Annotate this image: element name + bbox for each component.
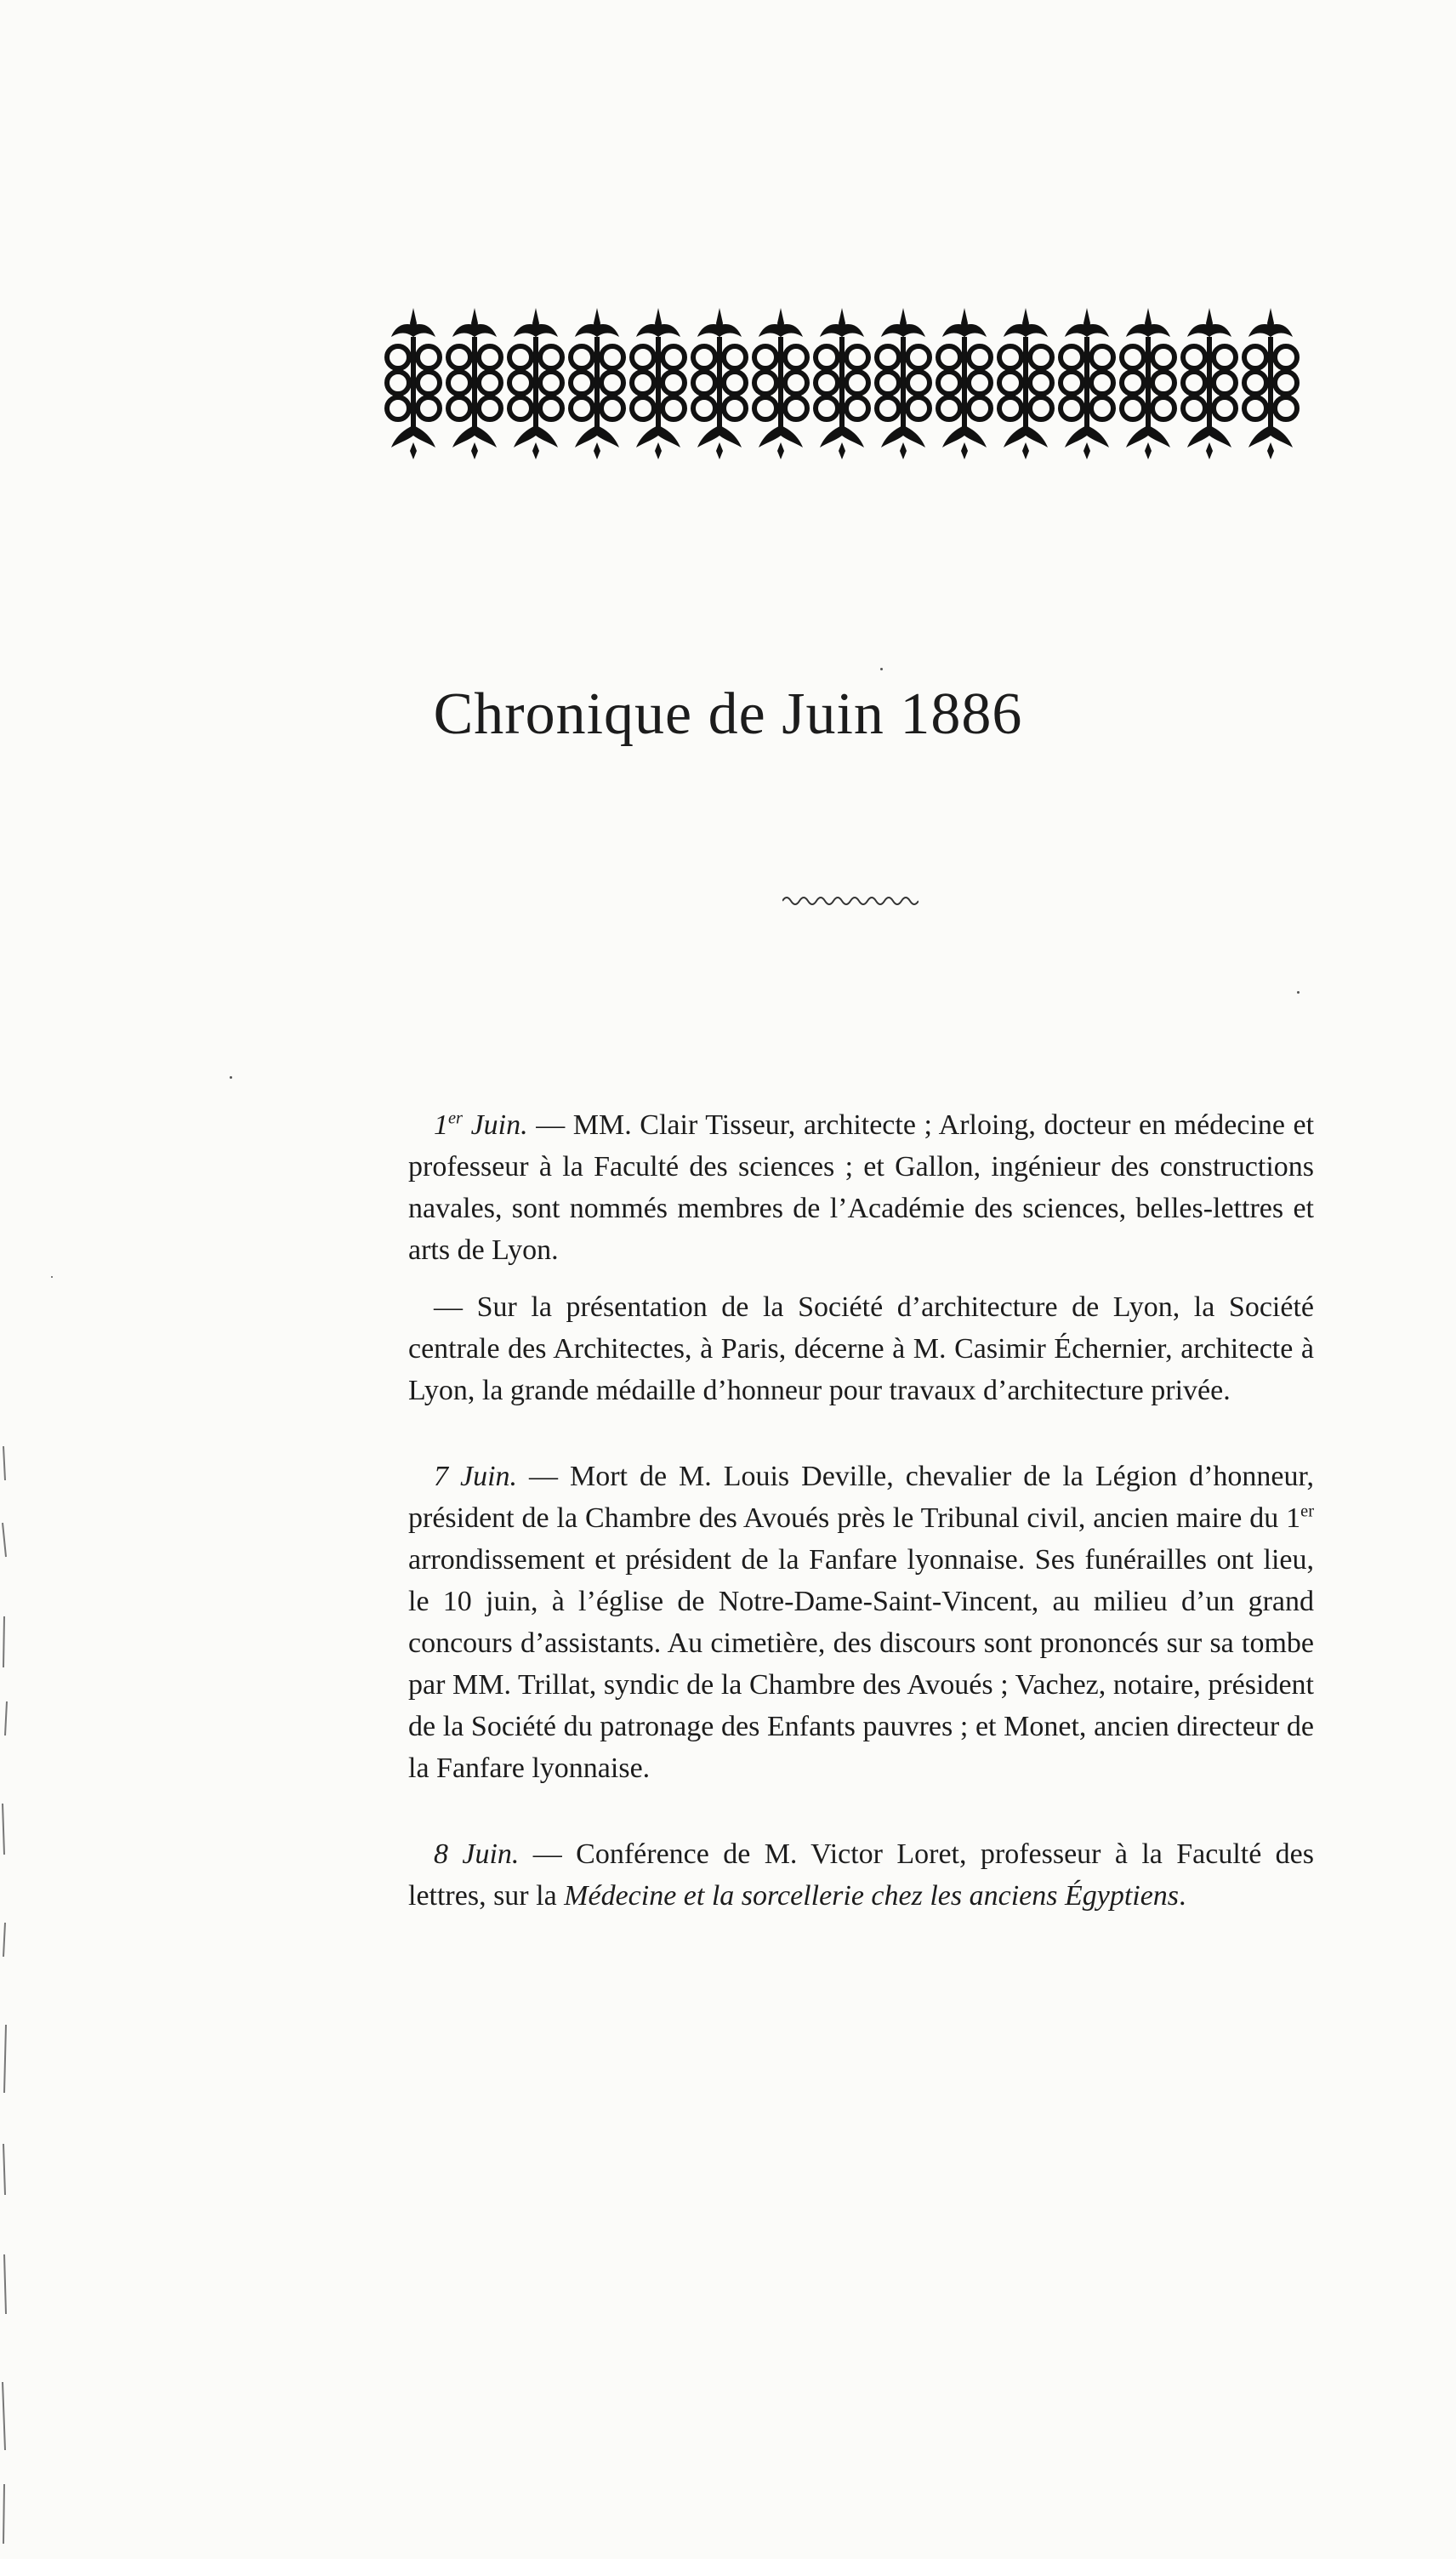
entry-7-juin [408,1456,1314,1789]
entry-1-juin-continued [408,1286,1314,1411]
entry-date: 7 Juin. [434,1461,518,1492]
scan-speck [1297,991,1300,994]
entry-8-juin [408,1833,1314,1917]
entry-text-b: arrondissement et président de la Fanfare lyonnaise. Ses funérailles ont lieu, le 10 juin, à l’église de Notre-Dame-Saint-Vincent, au milieu d’un grand concours d’assistants. Au cimetière, des discours sont prononcés sur sa tombe par MM. Trillat, syndic de la Chambre des Avoués ; Vachez, notaire, président de la Société du patronage des Enfants pauvres ; et Monet, ancien directeur de la Fanfare lyonnaise. [408,1544,1314,1784]
scan-speck [880,668,883,670]
wavy-divider [782,893,919,909]
entry-text: — Sur la présentation de la Société d’architecture de Lyon, la Société centrale des Architectes, à Paris, décerne à M. Casimir Échernier, architecte à Lyon, la grande médaille d’honneur pour travaux d’architecture privée. [408,1291,1314,1406]
entry-date: 8 Juin. [434,1838,520,1870]
chronicle-body [408,1104,1314,1917]
entry-text-italic: Médecine et la sorcellerie chez les anciens Égyptiens [564,1880,1180,1912]
page-title: Chronique de Juin 1886 [433,681,1023,747]
entry-text-sup: er [1300,1502,1314,1521]
scan-speck [51,1276,53,1278]
entry-1-juin [408,1104,1314,1271]
ornament-band [383,306,1310,459]
entry-text: — MM. Clair Tisseur, architecte ; Arloing, docteur en médecine et professeur à la Faculté des sciences ; et Gallon, ingénieur des constructions navales, sont nommés membres de l’Académie des sciences, belles-lettres et arts de Lyon. [408,1109,1315,1266]
entry-text-a: — Mort de M. Louis Deville, chevalier de la Légion d’honneur, président de la Chambre des Avoués près le Tribunal civil, ancien maire du 1 [408,1461,1314,1534]
entry-text-b: . [1179,1880,1186,1912]
entry-text-a: — Conférence de M. Victor Loret, professeur à la Faculté des lettres, sur la [408,1838,1314,1912]
scan-speck [230,1076,232,1079]
scan-margin-noise [0,1446,12,2552]
entry-date: 1er Juin. [434,1109,528,1141]
